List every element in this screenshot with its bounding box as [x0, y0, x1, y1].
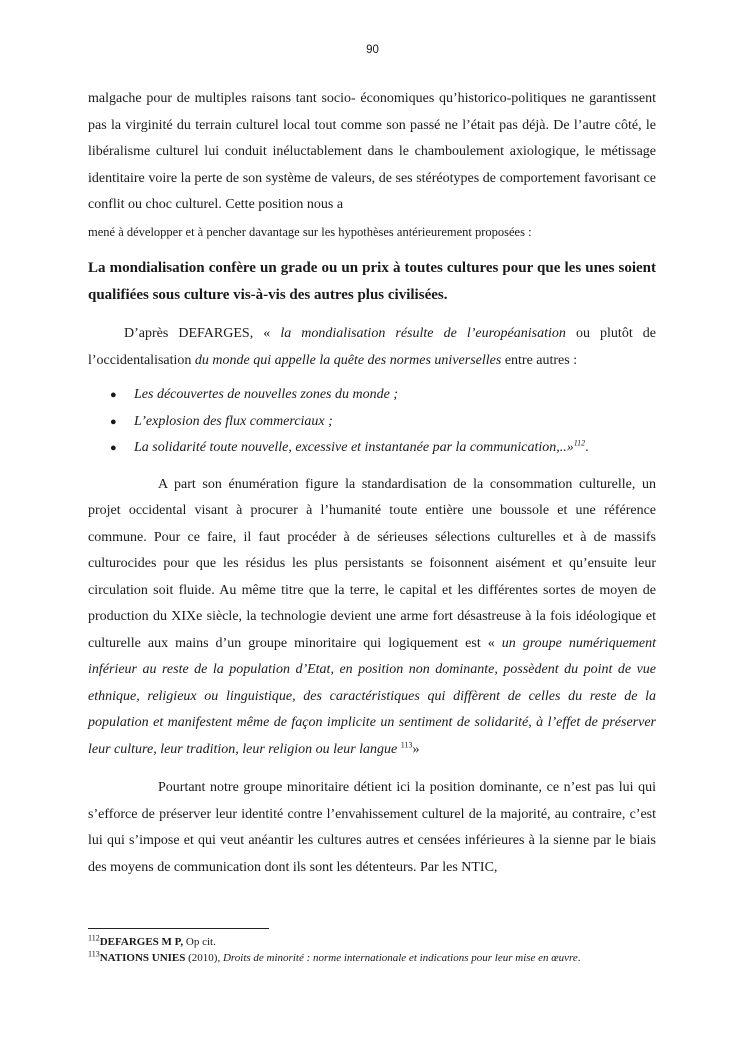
bullet-icon: ● — [110, 415, 117, 428]
paragraph-1-text: malgache pour de multiples raisons tant socio- économiques qu’historico-politiques ne garantissent pas la virginité du terrain culturel local tout comme son passé ne l’était pas déjà. De l’autre côté, le libéralisme culturel lui conduit inéluctablement dans le chamboulement axiologique, le métissage identitaire voire la perte de son système de valeurs, de ses stéréotypes de comportement favorisant ce conflit ou choc culturel. Cette position nous a — [88, 91, 656, 212]
footnote-author: NATIONS UNIES — [99, 952, 186, 964]
paragraph-3 — [88, 472, 656, 764]
list-item-text: La solidarité toute nouvelle, excessive et instantanée par la communication,..» — [134, 440, 574, 455]
paragraph-4-text: Pourtant notre groupe minoritaire détient ici la position dominante, ce n’est pas lui qui s’efforce de préserver leur identité contre l’envahissement culturel de la majorité, au contraire, c’est lui qui s’impose et qui veut anéantir les cultures autres et censées inférieures à la sienne par le biais des moyens de communication dont ils sont les détenteurs. Par les NTIC, — [88, 780, 656, 875]
footnote-title: Droits de minorité : norme internationale et indications pour leur mise en œuvre — [222, 952, 578, 964]
footnote-separator — [88, 928, 269, 929]
bullet-icon: ● — [110, 442, 117, 454]
footnote-number: 113 — [88, 949, 100, 959]
paragraph-1 — [88, 86, 656, 219]
defarges-quote-1: la mondialisation résulte de l’européanisation — [280, 326, 566, 341]
footnote-end: . — [577, 952, 581, 964]
list-item — [88, 435, 656, 462]
defarges-middle: ou plutôt de l’occidentalisation — [88, 326, 656, 368]
footnote-rest: Op cit. — [183, 936, 216, 948]
footnotes — [88, 934, 668, 966]
footnote-number: 112 — [88, 933, 100, 943]
list-item-text: Les découvertes de nouvelles zones du monde ; — [134, 387, 398, 402]
thesis-end: . — [443, 287, 448, 303]
bullet-list — [88, 382, 656, 462]
list-item-end: . — [585, 440, 589, 455]
thesis-statement — [88, 255, 656, 309]
page-number: 90 — [366, 44, 379, 56]
defarges-paragraph — [88, 321, 656, 374]
defarges-lead: D’après DEFARGES, « — [124, 326, 281, 341]
list-item — [88, 409, 656, 436]
footnote-ref-113[interactable]: 113 — [400, 739, 413, 749]
body-text — [88, 86, 656, 881]
footnote-author: DEFARGES M P, — [99, 936, 184, 948]
quote-close: » — [412, 741, 420, 757]
paragraph-1-last-line: mené à développer et à pencher davantage sur les hypothèses antérieurement proposées : — [88, 224, 532, 239]
paragraph-3-text: A part son énumération figure la standardisation de la consommation culturelle, un projet occidental visant à procurer à l’humanité toute entière une boussole et une référence commune. Pour ce faire, il faut procéder à de sérieuses sélections culturelles et à de massifs culturocides pour que les résidus les plus persistants se foisonnent aisément et qu’ensuite leur circulation soit fluide. Au même titre que la terre, le capital et les différentes sortes de moyen de production du XIXe siècle, la technologie devient une arme fort désastreuse à la fois idéologique et culturelle aux mains d’un groupe minoritaire qui logiquement est « — [88, 476, 656, 651]
defarges-quote-2: du monde qui appelle la quête des normes universelles — [194, 352, 502, 368]
defarges-tail: entre autres : — [501, 352, 578, 368]
paragraph-4 — [88, 775, 656, 881]
list-item — [88, 382, 656, 409]
minority-definition-quote: un groupe numériquement inférieur au reste de la population d’Etat, en position non dominante, possèdent du point de vue ethnique, religieux ou linguistique, des caractéristiques qui diffèrent de celles du reste de la population et manifestent même de façon implicite un sentiment de solidarité, à l’effet de préserver leur culture, leur tradition, leur religion ou leur langue — [88, 635, 656, 757]
thesis-text: La mondialisation confère un grade ou un prix à toutes cultures pour que les unes soient qualifiées sous culture vis-à-vis des autres plus civilisées — [88, 260, 656, 303]
bullet-icon: ● — [110, 389, 117, 401]
list-item-text: L’explosion des flux commerciaux ; — [134, 413, 333, 429]
footnote-112 — [88, 934, 668, 950]
footnote-ref-112[interactable]: 112 — [573, 438, 586, 448]
footnote-113 — [88, 950, 668, 966]
footnote-rest: (2010), — [185, 952, 223, 964]
